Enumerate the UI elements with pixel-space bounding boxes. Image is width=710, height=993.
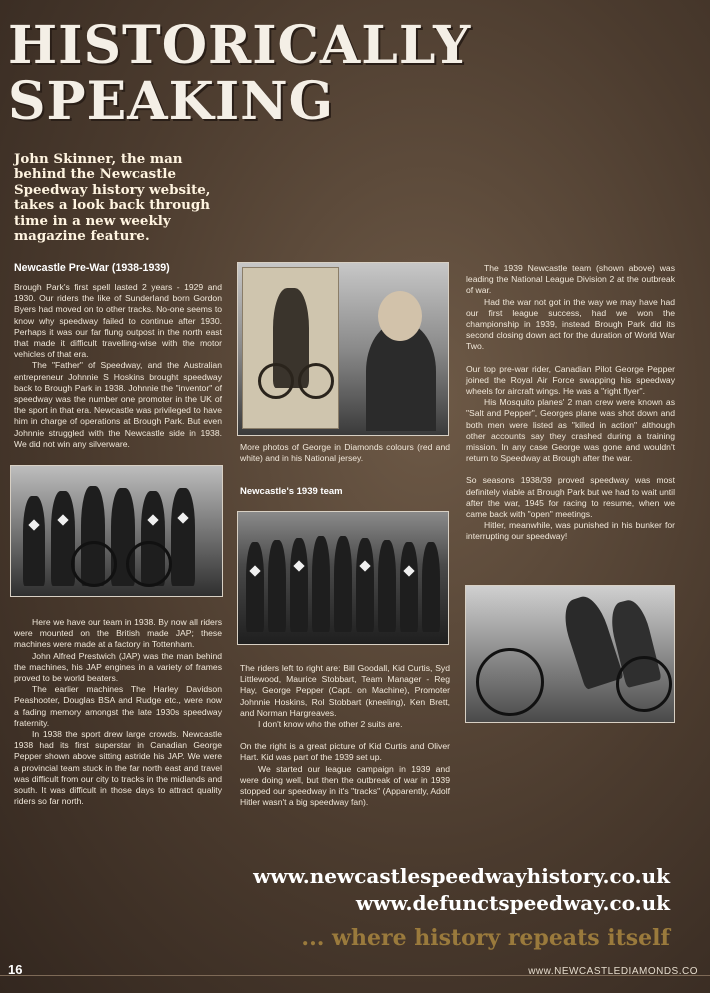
paragraph: Had the war not got in the way we may have had our first league success, had we won the championship in 1939, instead Brough Park did its second closing down act for the duration of World War Two. [466, 296, 675, 352]
middle-caption [240, 442, 450, 464]
team-1938-photo [10, 465, 223, 597]
left-column-top [14, 282, 222, 450]
motorcycle-wheel [71, 541, 117, 587]
rider-figure [378, 540, 396, 632]
motorcycle-wheel [616, 656, 672, 712]
paragraph: Our top pre-war rider, Canadian Pilot George Pepper joined the Royal Air Force swapping his speedway wheels for aircraft wings. He was a "right flyer". [466, 363, 675, 397]
paragraph: I don't know who the other 2 suits are. [258, 719, 403, 730]
rider-figure [400, 542, 418, 632]
title-line-1: HISTORICALLY [8, 15, 472, 76]
paragraph: The earlier machines The Harley Davidson Peashooter, Douglas BSA and Rudge etc., were now a fading memory amongst the late 1930s speedway fraternity. [14, 684, 222, 728]
paragraph: We started our league campaign in 1939 and were doing well, but then the outbreak of war in 1939 stopped our speedway in it's "tracks" (Apparently, Adolf Hitler wasn't a big speedway fan). [240, 763, 450, 808]
george-pepper-photos [237, 262, 449, 436]
middle-column-text [240, 663, 450, 808]
rider-figure [356, 538, 374, 632]
website-url-newcastle[interactable]: www.newcastlespeedwayhistory.co.uk [253, 864, 670, 888]
photo-caption: More photos of George in Diamonds colours (red and white) and in his National jersey. [240, 442, 450, 464]
paragraph: The riders left to right are: Bill Goodall, Kid Curtis, Syd Littlewood, Maurice Stobbart, Team Manager - Reg Hay, George Pepper (Capt. on Machine), Promoter Johnnie Hoskins, Rol Stobbart (kneeling), Ken Brett, and Norman Hargreaves. [240, 663, 450, 718]
intro-standfirst: John Skinner, the man behind the Newcastle Speedway history website, takes a look back through time in a new weekly magazine feature. [14, 151, 211, 245]
title-line-2: SPEAKING [8, 71, 335, 132]
page-title [8, 15, 472, 132]
rider-figure [171, 488, 195, 586]
right-column-text [466, 263, 675, 543]
george-pepper-card [242, 267, 339, 429]
paragraph: Brough Park's first spell lasted 2 years - 1929 and 1930. Our riders the like of Sunderland born Gordon Byers had moved on to other tracks. No-one seems to know why speedway failed to continue after 1930. Perhaps it was our far flung outpost in the north east that made it difficult travelling-wise with the motor vehicles of that era. [14, 282, 222, 360]
paragraph: On the right is a great picture of Kid Curtis and Oliver Hart. Kid was part of the 1939 set up. [240, 741, 450, 763]
motorcycle-wheel [298, 363, 334, 399]
paragraph: The "Father" of Speedway, and the Australian entrepreneur Johnnie S Hoskins brought speedway back to Brough Park in 1938. Johnnie the "inventor" of speedway was the number one promoter in the UK of the sport in that era. Newcastle was privileged to have him in charge of operations at Brough Park. But even Johnnie struggled with the Newcastle side in 1938. We did not win any silverware. [14, 360, 222, 449]
tagline: ... where history repeats itself [301, 925, 670, 951]
paragraph: The 1939 Newcastle team (shown above) was leading the National League Division 2 at the outbreak of war. [466, 263, 675, 296]
rider-figure [312, 536, 330, 632]
rider-figure [268, 540, 286, 632]
rider-figure [246, 542, 264, 632]
team-1939-photo [237, 511, 449, 645]
motorcycle-wheel [126, 541, 172, 587]
motorcycle-wheel [258, 363, 294, 399]
rider-figure [422, 542, 440, 632]
rider-figure [290, 538, 308, 632]
paragraph: So seasons 1938/39 proved speedway was most definitely viable at Brough Park but we had to wait until after the war, 1945 for racing to resume, when we came back with "open" meetings. [466, 475, 675, 520]
paragraph: Hitler, meanwhile, was punished in his bunker for interrupting our speedway! [466, 520, 675, 542]
left-column-bottom [14, 617, 222, 807]
paragraph: In 1938 the sport drew large crowds. Newcastle 1938 had its first superstar in Canadian George Pepper shown above sitting astride his JAP. We were a provincial team stuck in the far north east and travel was difficult from our city to tracks in the midlands and south. It was difficult in those days to attract quality riders so far north. [14, 729, 222, 807]
paragraph: John Alfred Prestwich (JAP) was the man behind the machines, his JAP engines in a variety of frames proved to be world beaters. [14, 650, 222, 684]
kid-curtis-oliver-hart-photo [465, 585, 675, 723]
section-title-1939-team: Newcastle's 1939 team [240, 486, 343, 497]
rider-figure [23, 496, 45, 586]
footer-url[interactable]: www.NEWCASTLEDIAMONDS.CO [528, 966, 698, 977]
paragraph: His Mosquito planes' 2 man crew were known as "Salt and Pepper", Georges plane was shot down and both men were listed as "killed in action" although other accounts say they crashed during a training mission. In any case George was gone and wouldn't return to Speedway at Brough after the war. [466, 397, 675, 464]
page-number: 16 [8, 962, 23, 977]
motorcycle-wheel [476, 648, 544, 716]
website-url-defunct[interactable]: www.defunctspeedway.co.uk [355, 891, 670, 915]
rider-figure [334, 536, 352, 632]
paragraph: Here we have our team in 1938. By now all riders were mounted on the British made JAP; these machines were made at a factory in Tottenham. [14, 617, 222, 650]
rider-face [378, 291, 422, 341]
section-title-pre-war: Newcastle Pre-War (1938-1939) [14, 262, 170, 274]
